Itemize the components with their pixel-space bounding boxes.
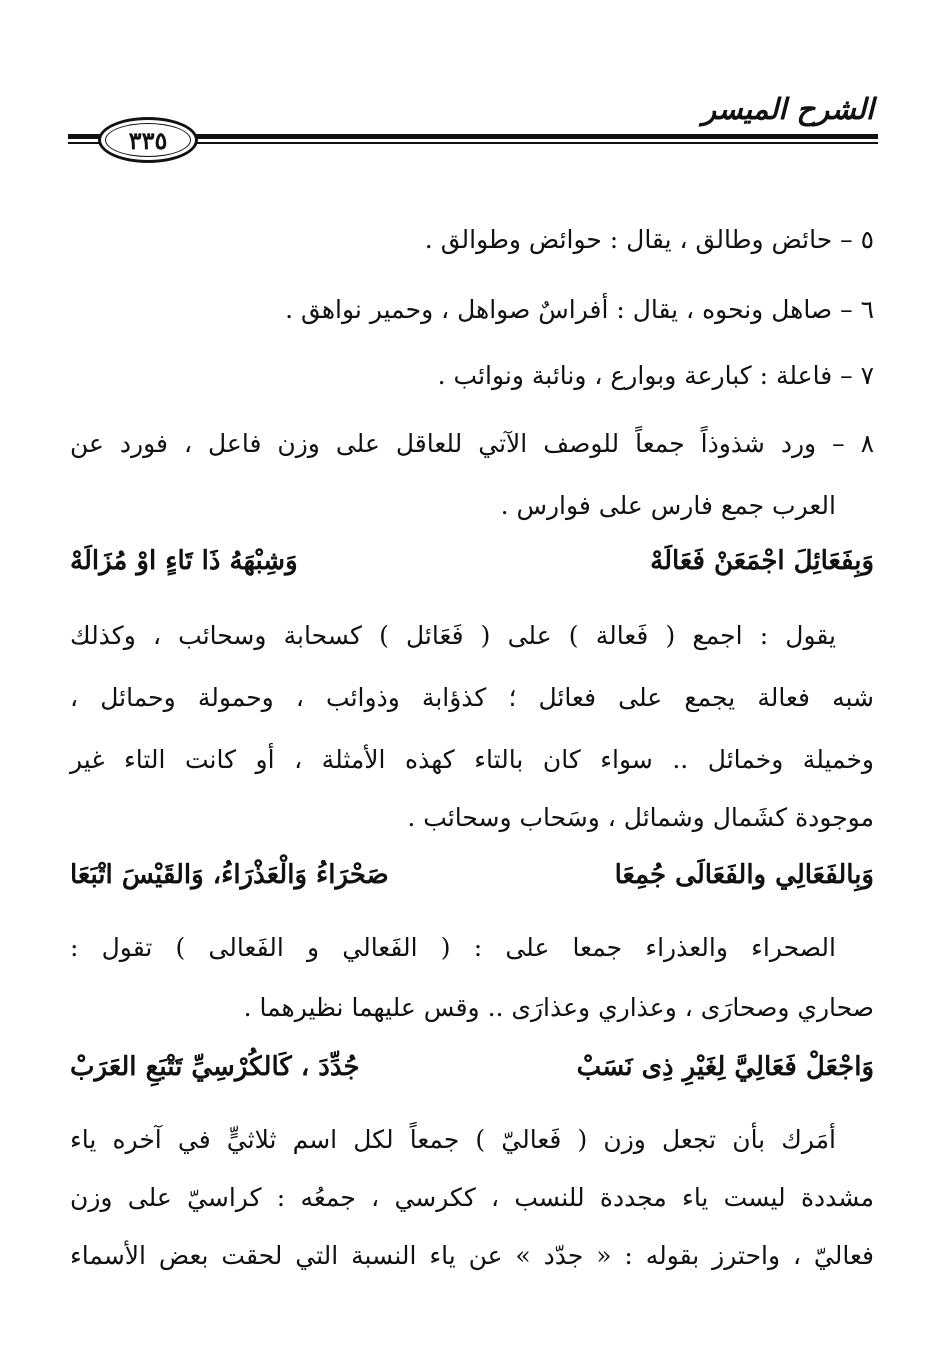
list-item: ٨ – ورد شذوذاً جمعاً للوصف الآتي للعاقل على وزن فاعل ، فورد عن (70, 429, 874, 458)
paragraph-line: شبه فعالة يجمع على فعائل ؛ كذؤابة وذوائب ، وحمولة وحمائل ، (70, 683, 874, 712)
list-item: ٥ – حائض وطالق ، يقال : حوائض وطوالق . (424, 225, 874, 254)
paragraph-line: أمَرك بأن تجعل وزن ( فَعاليّ ) جمعاً لكل اسم ثلاثيٍّ في آخره ياء (70, 1125, 836, 1154)
verse-second-hemistich: وَشِبْهَهُ ذَا تَاءٍ اوْ مُزَالَهْ (70, 546, 298, 576)
page-number (98, 117, 198, 163)
verse (70, 854, 874, 896)
paragraph-line: فعاليّ ، واحترز بقوله : « جدّد » عن ياء النسبة التي لحقت بعض الأسماء (70, 1241, 874, 1270)
verse (70, 1046, 874, 1088)
list-item-continuation: العرب جمع فارس على فوارس . (500, 491, 836, 520)
paragraph-line: مشددة ليست ياء مجددة للنسب ، ككرسي ، جمعُه : كراسيّ على وزن (70, 1183, 874, 1212)
verse-first-hemistich: وَبِالفَعَالِي والفَعَالَى جُمِعَا (614, 860, 874, 890)
paragraph-line: موجودة كشَمال وشمائل ، وسَحاب وسحائب . (407, 803, 874, 832)
paragraph-line: الصحراء والعذراء جمعا على : ( الفَعالي و الفَعالى ) تقول : (70, 933, 836, 962)
list-item: ٦ – صاهل ونحوه ، يقال : أفراسٌ صواهل ، وحمير نواهق . (285, 295, 874, 324)
paragraph-line: وخميلة وخمائل .. سواء كان بالتاء كهذه الأمثلة ، أو كانت التاء غير (70, 745, 874, 774)
paragraph-line: يقول : اجمع ( فَعالة ) على ( فَعَائل ) كسحابة وسحائب ، وكذلك (70, 621, 836, 650)
verse-first-hemistich: وَاجْعَلْ فَعَالِيَّ لِغَيْرِ ذِى نَسَبْ (576, 1052, 874, 1082)
verse-second-hemistich: جُدِّدَ ، كَالكُرْسِيِّ تَتْبَعِ العَرَبْ (70, 1052, 360, 1082)
paragraph-line: صحاري وصحارَى ، وعذاري وعذارَى .. وقس عليهما نظيرهما . (243, 993, 874, 1022)
verse (70, 540, 874, 582)
book-title: الشرح الميسر (702, 92, 874, 126)
verse-second-hemistich: صَحْرَاءُ وَالْعَذْرَاءُ، وَالقَيْسَ اتْبَعَا (70, 860, 389, 890)
list-item: ٧ – فاعلة : كبارعة وبوارع ، ونائبة ونوائب . (437, 361, 874, 390)
page-number-text: ٣٣٥ (128, 125, 168, 155)
verse-first-hemistich: وَبِفَعَائِلَ اجْمَعَنْ فَعَالَهْ (650, 546, 874, 576)
